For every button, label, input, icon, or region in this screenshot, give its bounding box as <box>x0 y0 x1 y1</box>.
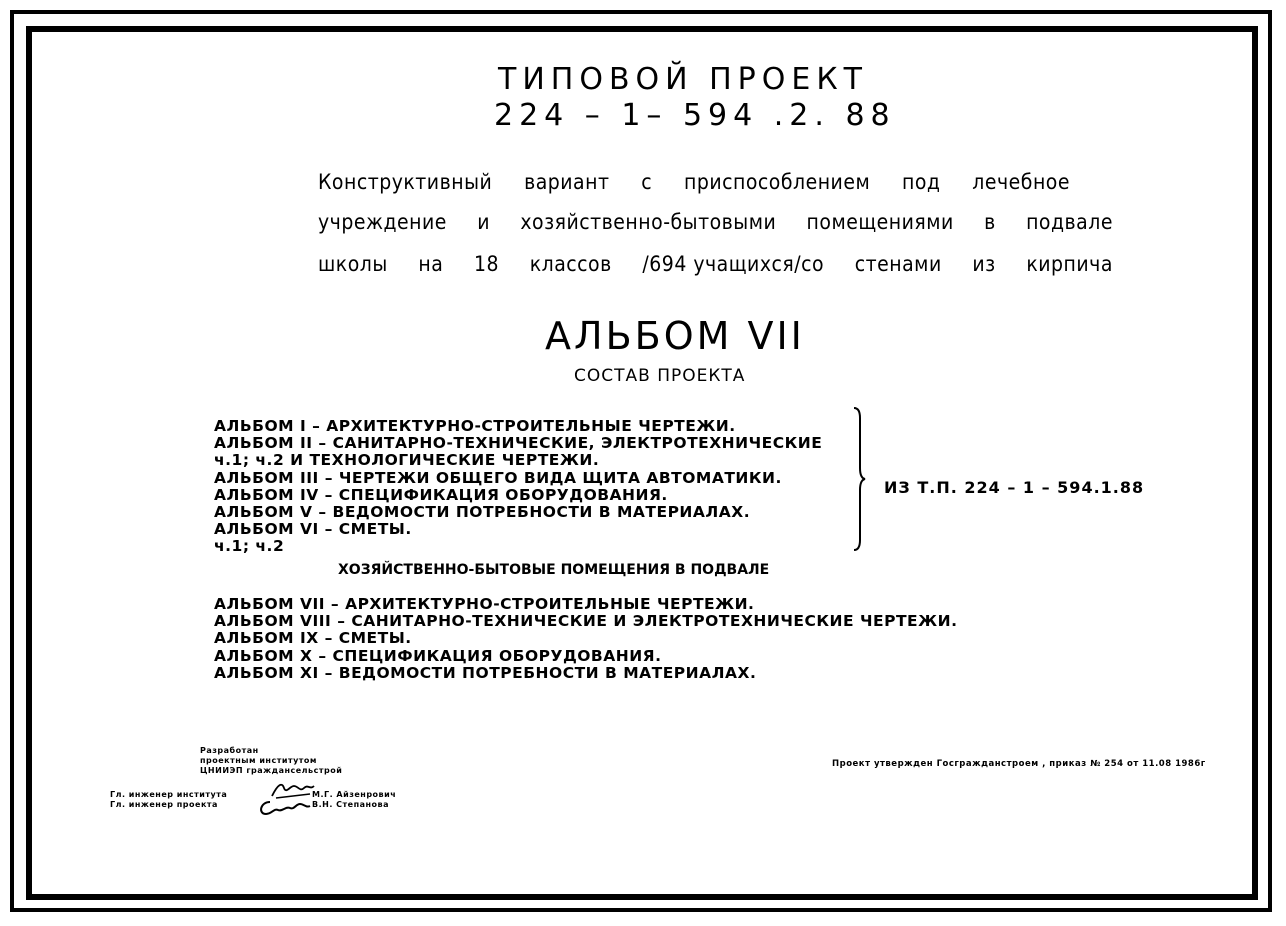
desc-word: 18 <box>474 252 500 276</box>
list-item: ч.1; ч.2 <box>214 537 285 556</box>
desc-word: подвале <box>1026 210 1113 234</box>
desc-word: приспособлением <box>683 170 871 194</box>
role-chief-engineer-institute: Гл. инженер института <box>110 790 228 799</box>
desc-word: в <box>984 210 996 234</box>
group-2-heading: ХОЗЯЙСТВЕННО-БЫТОВЫЕ ПОМЕЩЕНИЯ В ПОДВАЛЕ <box>338 562 770 578</box>
developer-line-2: проектным институтом <box>200 756 317 765</box>
desc-word: /694 учащихся/со <box>642 252 825 276</box>
signature-2 <box>256 796 312 818</box>
desc-word: учреждение <box>318 210 447 234</box>
role-chief-engineer-project: Гл. инженер проекта <box>110 800 218 809</box>
desc-word: на <box>418 252 444 276</box>
list-item: АЛЬБОМ V – ВЕДОМОСТИ ПОТРЕБНОСТИ В МАТЕРИАЛАХ. <box>214 502 751 521</box>
desc-word: Конструктивный <box>318 170 493 194</box>
album-title: АЛЬБОМ VII <box>545 314 805 358</box>
list-item: АЛЬБОМ VIII – САНИТАРНО-ТЕХНИЧЕСКИЕ И ЭЛЕКТРОТЕХНИЧЕСКИЕ ЧЕРТЕЖИ. <box>214 612 958 631</box>
description-line-1 <box>318 170 1070 194</box>
list-item: АЛЬБОМ VI – СМЕТЫ. <box>214 520 412 539</box>
desc-word: лечебное <box>972 170 1070 194</box>
album-subtitle: СОСТАВ ПРОЕКТА <box>574 366 746 386</box>
desc-word: хозяйственно-бытовыми <box>520 210 777 234</box>
signatory-name-1: М.Г. Айзенрович <box>312 790 397 799</box>
group-1-reference: ИЗ Т.П. 224 – 1 – 594.1.88 <box>884 478 1145 497</box>
developer-line-1: Разработан <box>200 746 259 755</box>
approval-note: Проект утвержден Госгражданстроем , приказ № 254 от 11.08 1986г <box>832 759 1206 769</box>
list-item: АЛЬБОМ X – СПЕЦИФИКАЦИЯ ОБОРУДОВАНИЯ. <box>214 646 662 665</box>
developer-line-3: ЦНИИЭП граждансельстрой <box>200 766 343 775</box>
list-item: АЛЬБОМ VII – АРХИТЕКТУРНО-СТРОИТЕЛЬНЫЕ ЧЕРТЕЖИ. <box>214 595 755 613</box>
title-line-1: ТИПОВОЙ ПРОЕКТ <box>498 62 868 97</box>
list-item: АЛЬБОМ XI – ВЕДОМОСТИ ПОТРЕБНОСТИ В МАТЕРИАЛАХ. <box>214 663 757 682</box>
desc-word: из <box>972 252 996 276</box>
desc-word: под <box>902 170 941 194</box>
list-item: ч.1; ч.2 И ТЕХНОЛОГИЧЕСКИЕ ЧЕРТЕЖИ. <box>214 451 600 470</box>
desc-word: с <box>641 170 653 194</box>
desc-word: классов <box>529 252 612 276</box>
desc-word: и <box>477 210 491 234</box>
curly-brace <box>852 406 866 552</box>
list-item: АЛЬБОМ III – ЧЕРТЕЖИ ОБЩЕГО ВИДА ЩИТА АВТОМАТИКИ. <box>214 468 782 487</box>
description-line-2 <box>318 210 1113 234</box>
list-item: АЛЬБОМ IV – СПЕЦИФИКАЦИЯ ОБОРУДОВАНИЯ. <box>214 485 668 504</box>
signatory-name-2: В.Н. Степанова <box>312 800 389 809</box>
desc-word: помещениями <box>806 210 954 234</box>
title-line-2: 224 – 1– 594 .2. 88 <box>494 98 896 133</box>
list-item: АЛЬБОМ I – АРХИТЕКТУРНО-СТРОИТЕЛЬНЫЕ ЧЕРТЕЖИ. <box>214 417 736 435</box>
desc-word: вариант <box>524 170 610 194</box>
desc-word: школы <box>318 252 388 276</box>
desc-word: стенами <box>854 252 942 276</box>
list-item: АЛЬБОМ IX – СМЕТЫ. <box>214 629 412 648</box>
list-item: АЛЬБОМ II – САНИТАРНО-ТЕХНИЧЕСКИЕ, ЭЛЕКТРОТЕХНИЧЕСКИЕ <box>214 434 823 453</box>
desc-word: кирпича <box>1026 252 1113 276</box>
album-list-group-2 <box>214 596 957 682</box>
album-list-group-1 <box>214 418 822 556</box>
description-line-3 <box>318 252 1113 276</box>
